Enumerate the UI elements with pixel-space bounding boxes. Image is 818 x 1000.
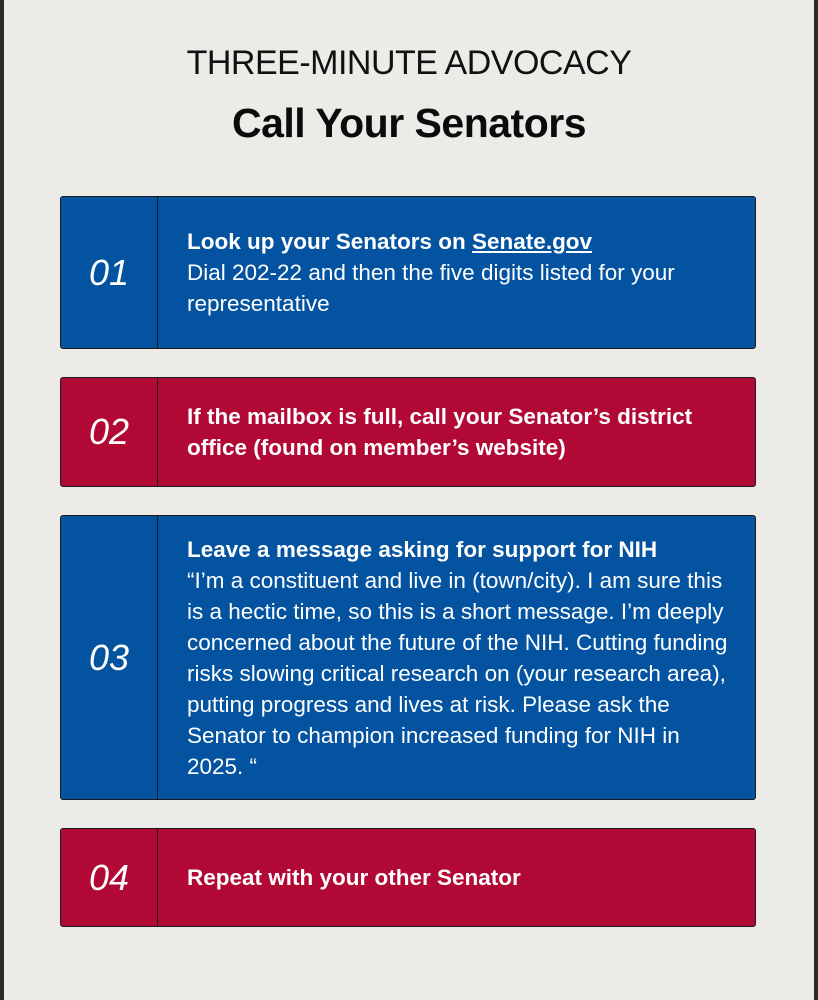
step-text [158, 197, 755, 348]
step-body: “I’m a constituent and live in (town/city). I am sure this is a hectic time, so this is a short message. I’m deeply concerned about the future of the NIH. Cutting funding risks slowing critical research on (your research area), putting progress and lives at risk. Please ask the Senator to champion increased funding for NIH in 2025. “ [187, 567, 728, 779]
senate-gov-link[interactable]: Senate.gov [472, 229, 593, 254]
step-text [158, 378, 755, 486]
page [4, 0, 814, 1000]
step-2 [60, 377, 756, 487]
step-heading: If the mailbox is full, call your Senator’s district office (found on member’s website) [187, 404, 693, 460]
step-3 [60, 515, 756, 800]
step-heading: Leave a message asking for support for NIH [187, 536, 658, 562]
step-body: Dial 202-22 and then the five digits listed for your representative [187, 260, 675, 316]
step-number: 01 [61, 197, 158, 348]
page-kicker: THREE-MINUTE ADVOCACY [186, 44, 632, 82]
step-4 [60, 828, 756, 927]
step-heading: Repeat with your other Senator [187, 865, 521, 890]
step-number: 02 [61, 378, 158, 486]
step-heading-text: Look up your Senators on [187, 229, 473, 254]
page-title: Call Your Senators [231, 100, 587, 146]
step-text [158, 516, 755, 799]
step-number: 03 [61, 516, 158, 799]
step-number: 04 [61, 829, 158, 926]
step-heading [187, 226, 731, 257]
step-text [158, 829, 755, 926]
step-1 [60, 196, 756, 349]
